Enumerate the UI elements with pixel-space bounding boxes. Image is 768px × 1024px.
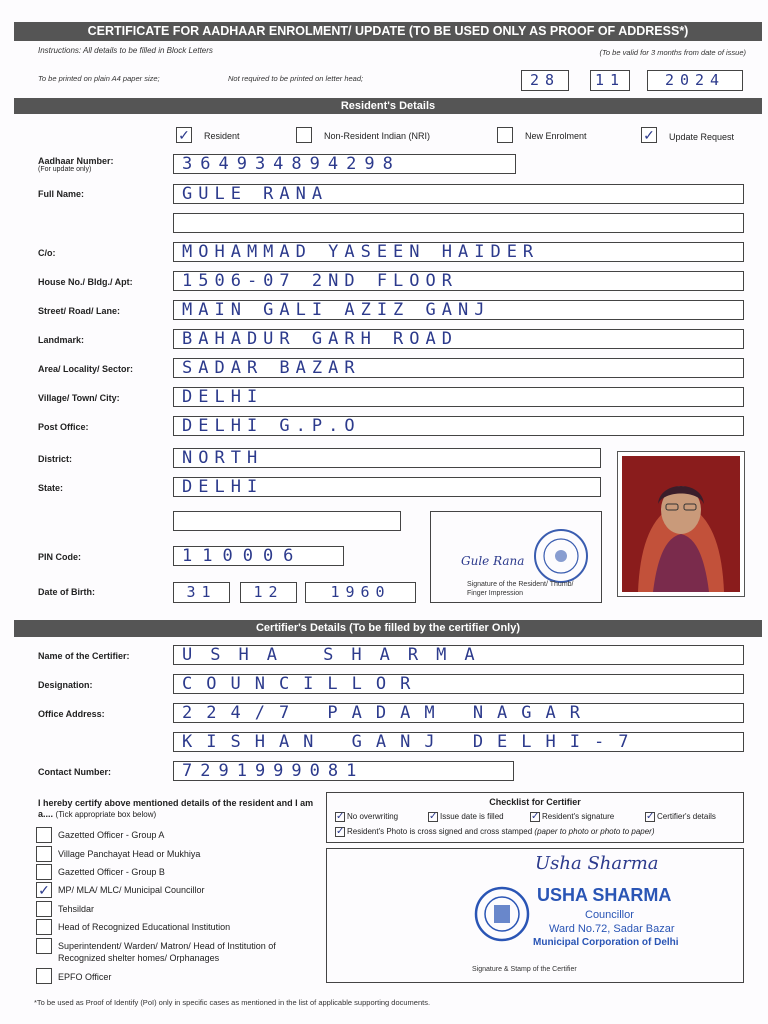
issue-date-day[interactable]: 28 <box>521 70 569 91</box>
co-label: C/o: <box>38 248 56 258</box>
stamp-caption: Signature & Stamp of the Certifier <box>472 966 577 973</box>
certifier-stamp-box[interactable] <box>326 848 744 983</box>
contact-number-field[interactable]: 7291999081 <box>173 761 514 781</box>
role-label-councillor: MP/ MLA/ MLC/ Municipal Councillor <box>58 885 205 895</box>
landmark-field[interactable]: BAHADUR GARH ROAD <box>173 329 744 349</box>
issue-date-year[interactable]: 2024 <box>647 70 743 91</box>
role-label-panchayat: Village Panchayat Head or Mukhiya <box>58 849 201 859</box>
checklist-item-resident-signature[interactable]: ✓ Resident's signature <box>531 811 615 822</box>
checklist-item-certifier-details[interactable]: ✓ Certifier's details <box>646 811 716 822</box>
role-label-gazetted-b: Gazetted Officer - Group B <box>58 867 165 877</box>
stamp-name: USHA SHARMA <box>537 885 672 905</box>
resident-photo-image <box>618 452 744 596</box>
role-label-epfo: EPFO Officer <box>58 972 112 982</box>
stamp-corporation: Municipal Corporation of Delhi <box>533 937 679 948</box>
resident-photo <box>617 451 745 597</box>
extra-address-field[interactable] <box>173 511 401 531</box>
dob-month[interactable]: 12 <box>240 582 297 603</box>
dob-year[interactable]: 1960 <box>305 582 416 603</box>
contact-number-label: Contact Number: <box>38 767 112 777</box>
resident-signature: Gule Rana <box>461 554 525 568</box>
certify-heading: I hereby certify above mentioned details of the resident and I am a.... (Tick appropriate box below) <box>38 798 314 819</box>
checklist-item-photo[interactable]: ✓ Resident's Photo is cross signed and cross stamped (paper to photo or photo to paper) <box>336 826 655 837</box>
checklist-box <box>326 792 744 843</box>
certifier-name-label: Name of the Certifier: <box>38 651 130 661</box>
resident-signature-caption: Signature of the Resident/ Thumb/ Finger Impression <box>467 581 574 597</box>
village-field[interactable]: DELHI <box>173 387 744 407</box>
update-request-label: Update Request <box>669 132 735 142</box>
checklist-tick-icon: ✓ <box>336 826 345 837</box>
role-checkbox-gazetted-b[interactable] <box>36 864 52 880</box>
co-field[interactable]: MOHAMMAD YASEEN HAIDER <box>173 242 744 262</box>
street-field[interactable]: MAIN GALI AZIZ GANJ <box>173 300 744 320</box>
new-enrolment-label: New Enrolment <box>525 131 587 141</box>
certifier-signature: Usha Sharma <box>535 853 659 874</box>
stamp-designation: Councillor <box>585 909 634 921</box>
new-enrolment-checkbox[interactable] <box>497 127 513 143</box>
aadhaar-label: Aadhaar Number: (For update only) <box>38 156 114 173</box>
house-label: House No./ Bldg./ Apt: <box>38 277 133 287</box>
office-address-field-1[interactable]: 224/7 PADAM NAGAR <box>173 703 744 723</box>
office-address-field-2[interactable]: KISHAN GANJ DELHI-7 <box>173 732 744 752</box>
area-label: Area/ Locality/ Sector: <box>38 364 134 374</box>
full-name-field[interactable]: GULE RANA <box>173 184 744 204</box>
aadhaar-number-field[interactable]: 364934894298 <box>173 154 516 174</box>
district-field[interactable]: NORTH <box>173 448 601 468</box>
certifier-name-field[interactable]: USHA SHARMA <box>173 645 744 665</box>
state-field[interactable]: DELHI <box>173 477 601 497</box>
checklist-item-overwriting[interactable]: ✓ No overwriting <box>336 811 399 822</box>
state-label: State: <box>38 483 64 493</box>
role-checkbox-gazetted-a[interactable] <box>36 827 52 843</box>
nri-checkbox[interactable] <box>296 127 312 143</box>
update-request-checkbox[interactable]: ✓ <box>641 127 657 143</box>
residents-details-bar: Resident's Details <box>14 98 762 114</box>
street-label: Street/ Road/ Lane: <box>38 306 121 316</box>
role-label-shelter-head: Superintendent/ Warden/ Matron/ Head of Institution of Recognized shelter homes/ Orphanages <box>58 941 276 963</box>
post-office-field[interactable]: DELHI G.P.O <box>173 416 744 436</box>
pin-code-field[interactable]: 110006 <box>173 546 344 566</box>
stamp-ward: Ward No.72, Sadar Bazar <box>549 923 675 935</box>
district-label: District: <box>38 454 73 464</box>
mcd-emblem-icon <box>473 885 531 943</box>
house-field[interactable]: 1506-07 2ND FLOOR <box>173 271 744 291</box>
letterhead-note: Not required to be printed on letter head; <box>228 74 364 83</box>
area-field[interactable]: SADAR BAZAR <box>173 358 744 378</box>
paper-note: To be printed on plain A4 paper size; <box>38 74 160 83</box>
resident-signature-box[interactable] <box>430 511 602 603</box>
dob-day[interactable]: 31 <box>173 582 230 603</box>
full-name-field-2[interactable] <box>173 213 744 233</box>
footnote: *To be used as Proof of Identify (PoI) only in specific cases as mentioned in the list of applicable supporting documents. <box>34 998 431 1007</box>
resident-cross-stamp-icon <box>531 526 591 586</box>
pin-label: PIN Code: <box>38 552 82 562</box>
certifiers-details-bar: Certifier's Details (To be filled by the certifier Only) <box>14 620 762 637</box>
checklist-tick-icon: ✓ <box>531 811 540 822</box>
landmark-label: Landmark: <box>38 335 85 345</box>
role-checkbox-panchayat[interactable] <box>36 846 52 862</box>
designation-label: Designation: <box>38 680 93 690</box>
checklist-tick-icon: ✓ <box>429 811 438 822</box>
role-checkbox-tehsildar[interactable] <box>36 901 52 917</box>
form-title-bar: CERTIFICATE FOR AADHAAR ENROLMENT/ UPDATE (TO BE USED ONLY AS PROOF OF ADDRESS*) <box>14 22 762 41</box>
checklist-item-issue-date[interactable]: ✓ Issue date is filled <box>429 811 504 822</box>
role-label-gazetted-a: Gazetted Officer - Group A <box>58 830 165 840</box>
checklist-tick-icon: ✓ <box>646 811 655 822</box>
resident-label: Resident <box>204 131 240 141</box>
nri-label: Non-Resident Indian (NRI) <box>324 131 431 141</box>
designation-field[interactable]: COUNCILLOR <box>173 674 744 694</box>
role-label-education-head: Head of Recognized Educational Institution <box>58 922 231 932</box>
checklist-tick-icon: ✓ <box>336 811 345 822</box>
office-address-label: Office Address: <box>38 709 105 719</box>
role-checkbox-epfo[interactable] <box>36 968 52 984</box>
post-office-label: Post Office: <box>38 422 89 432</box>
issue-date-month[interactable]: 11 <box>590 70 630 91</box>
role-checkbox-councillor[interactable]: ✓ <box>36 882 52 898</box>
checklist-title: Checklist for Certifier <box>489 797 581 807</box>
village-label: Village/ Town/ City: <box>38 393 120 403</box>
dob-label: Date of Birth: <box>38 587 95 597</box>
full-name-label: Full Name: <box>38 189 85 199</box>
role-checkbox-shelter-head[interactable] <box>36 938 52 954</box>
role-checkbox-education-head[interactable] <box>36 919 52 935</box>
resident-checkbox[interactable]: ✓ <box>176 127 192 143</box>
instructions: Instructions: All details to be filled in Block Letters <box>38 46 213 55</box>
validity-note: (To be valid for 3 months from date of issue) <box>599 48 746 57</box>
role-label-tehsildar: Tehsildar <box>58 904 95 914</box>
